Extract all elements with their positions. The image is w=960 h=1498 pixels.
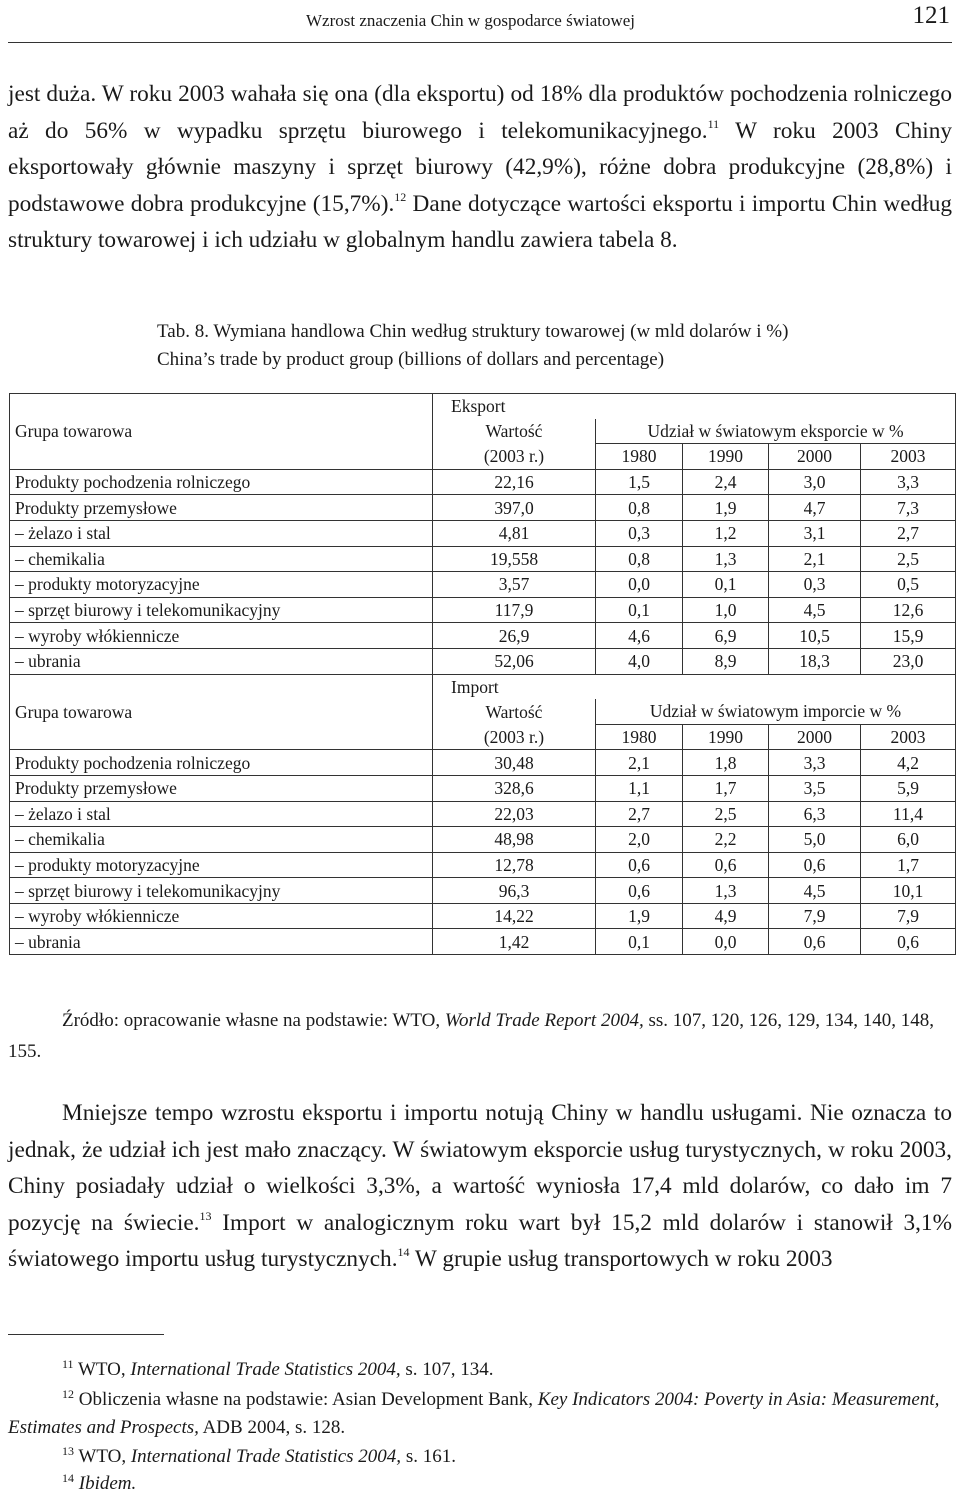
export-cell-value: 3,57 xyxy=(433,572,596,598)
export-cell-y2003: 23,0 xyxy=(861,648,956,674)
import-value-header-2: (2003 r.) xyxy=(433,724,596,750)
export-row-name: – wyroby włókiennicze xyxy=(10,623,433,649)
source-title: World Trade Report 2004, xyxy=(444,1010,644,1031)
para1-text-2: W roku 2003 Chiny eksportowały głównie maszyny i sprzęt biurowy (42,9%), różne dobra produkcyjne (28,8%) i podstawowe dobra produkcyjne (15,7%). xyxy=(8,117,952,217)
export-cell-y2003: 12,6 xyxy=(861,597,956,623)
export-row-name: – żelazo i stal xyxy=(10,520,433,546)
export-cell-y2003: 3,3 xyxy=(861,469,956,495)
import-cell-y2000: 3,5 xyxy=(769,775,861,801)
import-cell-value: 22,03 xyxy=(433,801,596,827)
export-cell-y1980: 1,5 xyxy=(596,469,683,495)
import-cell-y2003: 7,9 xyxy=(861,903,956,929)
export-row-name: Produkty pochodzenia rolniczego xyxy=(10,469,433,495)
import-cell-y2003: 1,7 xyxy=(861,852,956,878)
export-row-name: – chemikalia xyxy=(10,546,433,572)
import-table-row xyxy=(10,775,956,801)
import-cell-y2000: 6,3 xyxy=(769,801,861,827)
export-cell-y1990: 8,9 xyxy=(683,648,769,674)
export-table-row xyxy=(10,648,956,674)
export-cell-y2003: 0,5 xyxy=(861,572,956,598)
import-cell-y2000: 7,9 xyxy=(769,903,861,929)
export-cell-value: 52,06 xyxy=(433,648,596,674)
import-cell-y1980: 0,1 xyxy=(596,929,683,955)
table-source: Źródło: opracowanie własne na podstawie: WTO, World Trade Report 2004, ss. 107, 120, 126, 129, 134, 140, 148, 155. xyxy=(8,1010,935,1062)
export-cell-y2003: 15,9 xyxy=(861,623,956,649)
import-cell-value: 96,3 xyxy=(433,878,596,904)
import-cell-y1990: 0,0 xyxy=(683,929,769,955)
import-cell-y2000: 0,6 xyxy=(769,929,861,955)
export-row-name: – sprzęt biurowy i telekomunikacyjny xyxy=(10,597,433,623)
export-year-1980: 1980 xyxy=(596,444,683,470)
footnote-14: $^{14}$ Ibidem. xyxy=(62,1471,137,1494)
export-cell-y1990: 1,0 xyxy=(683,597,769,623)
import-cell-value: 14,22 xyxy=(433,903,596,929)
trade-table xyxy=(9,393,956,955)
import-row-name: – żelazo i stal xyxy=(10,801,433,827)
export-cell-value: 19,558 xyxy=(433,546,596,572)
import-cell-value: 12,78 xyxy=(433,852,596,878)
footnote-separator xyxy=(8,1334,164,1335)
export-cell-y1990: 2,4 xyxy=(683,469,769,495)
import-table-row xyxy=(10,929,956,955)
import-year-1990: 1990 xyxy=(683,724,769,750)
import-cell-y1980: 1,9 xyxy=(596,903,683,929)
import-cell-value: 48,98 xyxy=(433,827,596,853)
import-cell-y1990: 1,8 xyxy=(683,750,769,776)
export-cell-value: 4,81 xyxy=(433,520,596,546)
footnote-11: $^{11}$ WTO, International Trade Statistics 2004, s. 107, 134. xyxy=(62,1357,494,1380)
import-row-name: Produkty pochodzenia rolniczego xyxy=(10,750,433,776)
para1-text-3: Dane dotyczące wartości eksportu i importu Chin według struktury towarowej i ich udziału w globalnym handlu zawiera tabela 8. xyxy=(8,190,952,253)
export-cell-value: 22,16 xyxy=(433,469,596,495)
export-table-row xyxy=(10,623,956,649)
import-cell-y1990: 2,2 xyxy=(683,827,769,853)
export-table-row xyxy=(10,572,956,598)
export-cell-y1980: 0,1 xyxy=(596,597,683,623)
export-cell-value: 117,9 xyxy=(433,597,596,623)
footnote-ref-13: 13 xyxy=(199,1208,212,1223)
import-year-2003: 2003 xyxy=(861,724,956,750)
export-table-row xyxy=(10,520,956,546)
export-cell-y1980: 0,8 xyxy=(596,495,683,521)
table-caption-line-1: Tab. 8. Wymiana handlowa Chin według struktury towarowej (w mld dolarów i %) xyxy=(157,321,789,342)
export-cell-y1990: 0,1 xyxy=(683,572,769,598)
import-cell-y2000: 0,6 xyxy=(769,852,861,878)
table-caption-line-2: China’s trade by product group (billions of dollars and percentage) xyxy=(157,349,665,370)
export-cell-y1980: 0,8 xyxy=(596,546,683,572)
export-table-row xyxy=(10,469,956,495)
export-year-2003: 2003 xyxy=(861,444,956,470)
export-value-header-1: Wartość xyxy=(433,419,596,444)
import-row-name: – chemikalia xyxy=(10,827,433,853)
export-cell-value: 26,9 xyxy=(433,623,596,649)
export-row-name: Produkty przemysłowe xyxy=(10,495,433,521)
import-cell-y1990: 0,6 xyxy=(683,852,769,878)
export-cell-y2000: 3,1 xyxy=(769,520,861,546)
running-title: Wzrost znaczenia Chin w gospodarce światowej xyxy=(306,11,636,30)
export-cell-y1980: 0,0 xyxy=(596,572,683,598)
export-cell-y1980: 4,0 xyxy=(596,648,683,674)
para2-text-1: Mniejsze tempo wzrostu eksportu i importu notują Chiny w handlu usługami. Nie oznacza to jednak, że udział ich jest mało znaczący. W światowym eksporcie usług turystycznych, w roku 2003, Chiny posiadały udział o wielkości 3,3%, a wartość wyniosła 17,4 mld dolarów, co dało im 7 pozycję na świecie. xyxy=(8,1100,952,1236)
body-paragraph-2 xyxy=(8,1095,952,1278)
import-cell-y1980: 2,7 xyxy=(596,801,683,827)
export-cell-y2000: 4,5 xyxy=(769,597,861,623)
import-cell-y1990: 1,3 xyxy=(683,878,769,904)
import-value-header-1: Wartość xyxy=(433,699,596,724)
import-cell-value: 1,42 xyxy=(433,929,596,955)
export-table-row xyxy=(10,597,956,623)
import-cell-y2000: 5,0 xyxy=(769,827,861,853)
import-row-name: Produkty przemysłowe xyxy=(10,775,433,801)
import-table-row xyxy=(10,827,956,853)
export-share-header: Udział w światowym eksporcie w % xyxy=(596,419,956,444)
import-table-row xyxy=(10,903,956,929)
export-cell-y1990: 1,3 xyxy=(683,546,769,572)
export-cell-y2000: 18,3 xyxy=(769,648,861,674)
import-cell-y2003: 5,9 xyxy=(861,775,956,801)
export-year-2000: 2000 xyxy=(769,444,861,470)
export-year-1990: 1990 xyxy=(683,444,769,470)
footnote-ref-11: 11 xyxy=(707,116,720,131)
export-section-label: Eksport xyxy=(433,394,956,419)
import-year-1980: 1980 xyxy=(596,724,683,750)
import-cell-y2000: 4,5 xyxy=(769,878,861,904)
page-header xyxy=(8,0,952,43)
import-cell-y1990: 4,9 xyxy=(683,903,769,929)
import-share-header: Udział w światowym imporcie w % xyxy=(596,699,956,724)
import-cell-y1980: 0,6 xyxy=(596,878,683,904)
footnote-12: $^{12}$ Obliczenia własne na podstawie: Asian Development Bank, Key Indicators 2004: Poverty in Asia: Measurement, Estimates and Prospects, ADB 2004, s. 128. xyxy=(8,1387,940,1438)
import-row-name: – wyroby włókiennicze xyxy=(10,903,433,929)
import-cell-y2003: 6,0 xyxy=(861,827,956,853)
import-cell-y1990: 2,5 xyxy=(683,801,769,827)
export-table-row xyxy=(10,546,956,572)
import-cell-y1990: 1,7 xyxy=(683,775,769,801)
export-cell-y1980: 0,3 xyxy=(596,520,683,546)
export-cell-y2003: 2,5 xyxy=(861,546,956,572)
import-cell-y1980: 1,1 xyxy=(596,775,683,801)
import-group-header: Grupa towarowa xyxy=(10,674,433,750)
export-group-header: Grupa towarowa xyxy=(10,394,433,470)
export-cell-y2000: 10,5 xyxy=(769,623,861,649)
export-cell-y2000: 0,3 xyxy=(769,572,861,598)
table-caption xyxy=(157,318,788,374)
import-table-row xyxy=(10,801,956,827)
import-rows xyxy=(10,750,956,955)
export-cell-value: 397,0 xyxy=(433,495,596,521)
import-cell-y2000: 3,3 xyxy=(769,750,861,776)
footnote-ref-14: 14 xyxy=(397,1245,410,1259)
import-table-row xyxy=(10,750,956,776)
import-year-2000: 2000 xyxy=(769,724,861,750)
export-rows xyxy=(10,469,956,674)
export-cell-y1990: 1,9 xyxy=(683,495,769,521)
para2-text-2: Import w analogicznym roku wart był 15,2 mld dolarów i stanowił 3,1% światowego importu usług turystycznych. xyxy=(8,1209,952,1272)
para1-text-1: jest duża. W roku 2003 wahała się ona (dla eksportu) od 18% dla produktów pochodzenia rolniczego aż do 56% w wypadku sprzętu biurowego i telekomunikacyjnego. xyxy=(8,81,952,144)
import-table-row xyxy=(10,852,956,878)
para2-text-3: W grupie usług transportowych w roku 2003 xyxy=(409,1246,833,1272)
import-row-name: – sprzęt biurowy i telekomunikacyjny xyxy=(10,878,433,904)
export-row-name: – produkty motoryzacyjne xyxy=(10,572,433,598)
export-value-header-2: (2003 r.) xyxy=(433,444,596,470)
footnote-13: $^{13}$ WTO, International Trade Statistics 2004, s. 161. xyxy=(62,1444,456,1467)
page-number: 121 xyxy=(912,2,950,29)
export-cell-y2000: 2,1 xyxy=(769,546,861,572)
import-cell-y1980: 2,0 xyxy=(596,827,683,853)
import-cell-y2003: 0,6 xyxy=(861,929,956,955)
export-cell-y2000: 4,7 xyxy=(769,495,861,521)
footnote-ref-12: 12 xyxy=(394,189,407,204)
import-cell-value: 328,6 xyxy=(433,775,596,801)
import-cell-y2003: 11,4 xyxy=(861,801,956,827)
export-table-row xyxy=(10,495,956,521)
body-paragraph-1 xyxy=(8,76,952,259)
export-cell-y1990: 6,9 xyxy=(683,623,769,649)
export-cell-y1990: 1,2 xyxy=(683,520,769,546)
import-cell-y2003: 4,2 xyxy=(861,750,956,776)
import-cell-y2003: 10,1 xyxy=(861,878,956,904)
import-row-name: – produkty motoryzacyjne xyxy=(10,852,433,878)
import-cell-y1980: 2,1 xyxy=(596,750,683,776)
export-cell-y2003: 7,3 xyxy=(861,495,956,521)
import-row-name: – ubrania xyxy=(10,929,433,955)
export-cell-y1980: 4,6 xyxy=(596,623,683,649)
export-cell-y2003: 2,7 xyxy=(861,520,956,546)
import-section-label: Import xyxy=(433,674,956,699)
export-row-name: – ubrania xyxy=(10,648,433,674)
import-cell-y1980: 0,6 xyxy=(596,852,683,878)
import-cell-value: 30,48 xyxy=(433,750,596,776)
export-cell-y2000: 3,0 xyxy=(769,469,861,495)
import-table-row xyxy=(10,878,956,904)
